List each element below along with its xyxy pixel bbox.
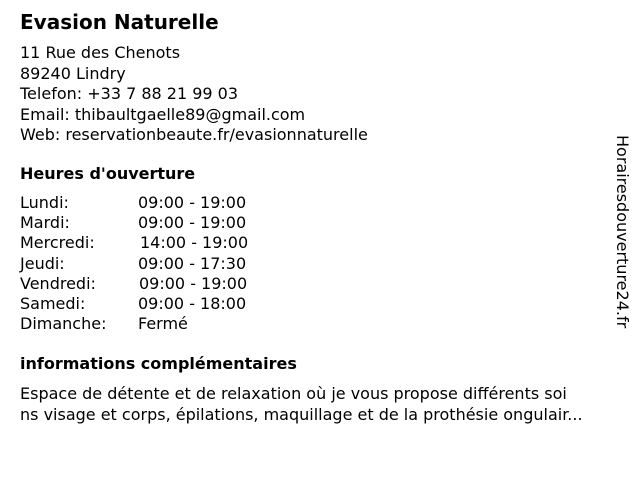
- phone-number: Telefon: +33 7 88 21 99 03: [20, 84, 239, 103]
- time-value: 09:00 - 19:00: [138, 213, 247, 233]
- day-label: Mercredi:: [20, 233, 95, 253]
- time-value: Fermé: [138, 314, 188, 334]
- day-label: Jeudi:: [20, 253, 65, 273]
- day-label: Lundi:: [20, 193, 69, 212]
- email-address: Email: thibaultgaelle89@gmail.com: [20, 104, 306, 124]
- hours-heading: Heures d'ouverture: [20, 164, 196, 183]
- address-city: 89240 Lindry: [20, 63, 126, 83]
- time-value: 09:00 - 17:30: [138, 253, 247, 273]
- time-value: 09:00 - 18:00: [138, 293, 247, 313]
- day-label: Dimanche:: [20, 314, 107, 334]
- info-line: ns visage et corps, épilations, maquillage et de la prothésie ongulair...: [20, 405, 583, 424]
- business-name: Evasion Naturelle: [20, 10, 219, 34]
- info-line: Espace de détente et de relaxation où je vous propose différents soi: [20, 384, 567, 403]
- day-label: Vendredi:: [20, 273, 96, 293]
- time-value: 09:00 - 19:00: [139, 273, 248, 293]
- time-value: 09:00 - 19:00: [138, 193, 247, 212]
- day-label: Samedi:: [20, 293, 86, 313]
- info-description: [20, 383, 632, 425]
- address-street: 11 Rue des Chenots: [20, 43, 181, 62]
- contact-block: [20, 43, 368, 146]
- time-value: 14:00 - 19:00: [140, 233, 249, 253]
- day-label: Mardi:: [20, 213, 70, 233]
- site-watermark: [612, 135, 632, 345]
- watermark-text: Horairesdouverture24.fr: [613, 135, 632, 329]
- info-heading: informations complémentaires: [20, 354, 297, 373]
- website-url: Web: reservationbeaute.fr/evasionnaturelle: [20, 125, 368, 144]
